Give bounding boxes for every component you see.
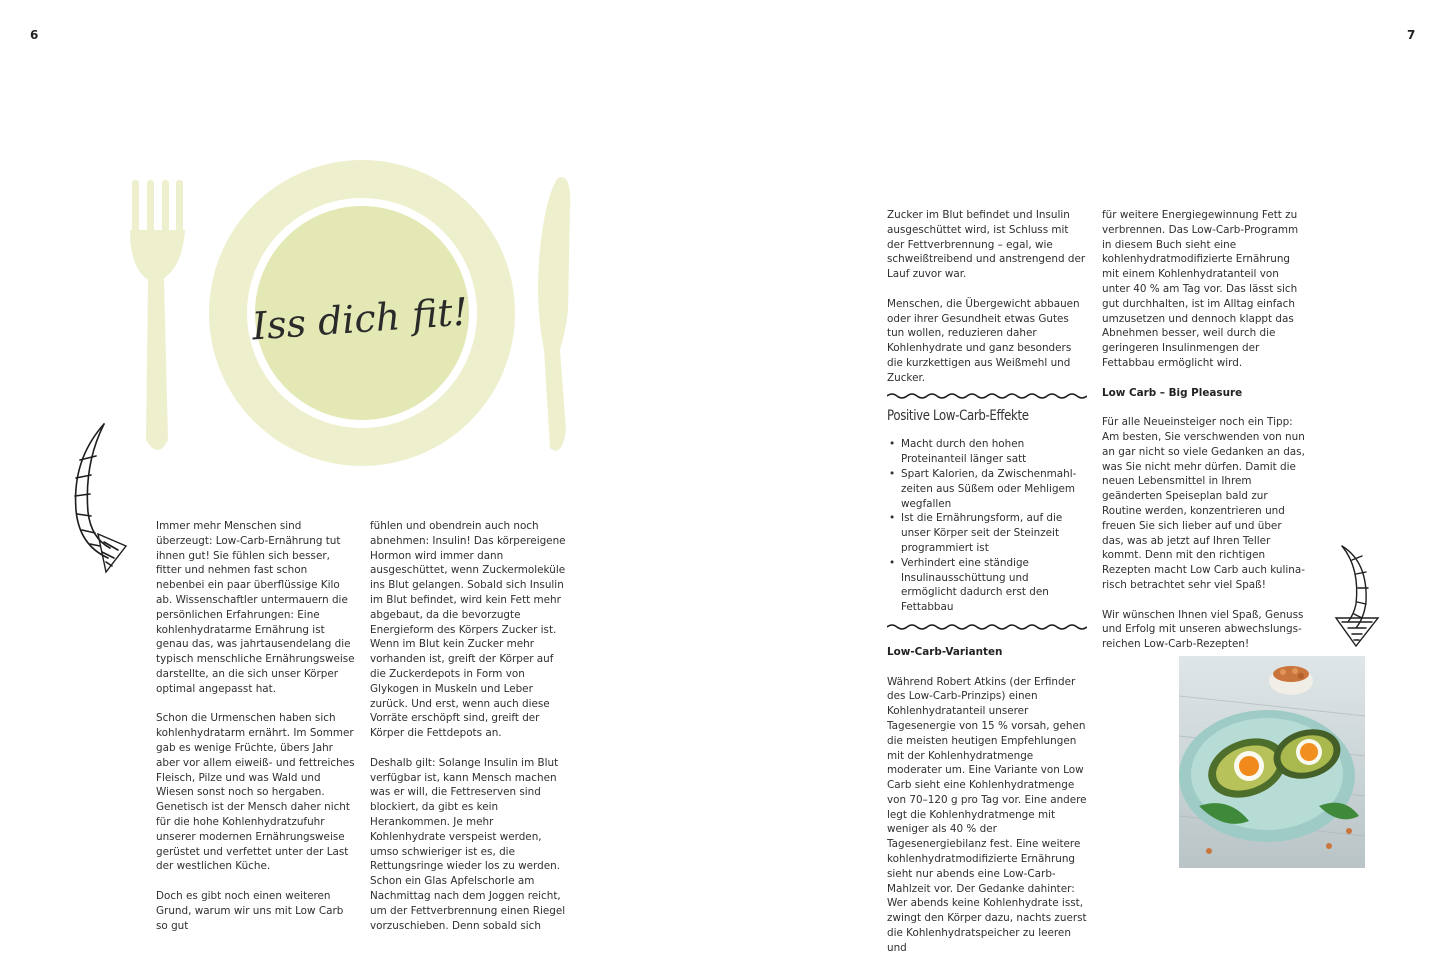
wavy-divider [887, 392, 1087, 400]
list-item: • Spart Kalorien, da Zwischenmahlzeiten aus Süßem oder Mehligem wegfallen [887, 467, 1087, 511]
page-number-left: 6 [30, 28, 39, 42]
box-title: Positive Low-Carb-Effekte [887, 407, 1029, 424]
wavy-divider [887, 623, 1087, 631]
baked-egg-avocado-photo [1179, 656, 1365, 868]
paragraph: Immer mehr Menschen sind überzeugt: Low-Carb-Ernährung tut ihnen gut! Sie fühlen sich besser, fitter und nehmen fast schon nebenbei ein paar überflüssige Kilo ab. Wissenschaftler untermauern die persönlichen Erfahrungen: Eine kohlenhydratarme Ernährung ist genau das, was jahrtausendelang die typisch menschliche Ernährungsweise darstellte, an die sich unser Körper optimal angepasst hat. [156, 520, 355, 695]
effects-list [887, 437, 1087, 615]
hand-drawn-arrow-icon [1326, 542, 1384, 652]
paragraph: fühlen und obendrein auch noch abnehmen: Insulin! Das körpereigene Hormon wird immer dann ausgeschüttet, wenn Zuckermoleküle ins Blut gelangen. Sobald sich Insulin im Blut befindet, wird kein Fett mehr abgebaut, da die bevorzugte Energieform des Körpers Zucker ist. Wenn im Blut kein Zucker mehr vorhanden ist, greift der Körper auf die Zuckerdepots in Form von Glykogen in Muskeln und Leber zurück. Und erst, wenn auch diese Vorräte erschöpft sind, greift der Körper die Fettdepots an. [370, 520, 566, 740]
paragraph: Schon die Urmenschen haben sich kohlenhydratarm ernährt. Im Sommer gab es wenige Früchte, übers Jahr aber vor allem eiweiß- und fettreiches Fleisch, Pilze und was Wald und Wiesen sonst noch so hergaben. Genetisch ist der Mensch daher nicht für die hohe Kohlenhydratzufuhr unserer modernen Ernährungsweise gerüstet und verfettet unter der Last der westlichen Küche. [156, 712, 355, 873]
paragraph: für weitere Energiegewinnung Fett zu verbrennen. Das Low-Carb-Programm in diesem Buch sieht eine kohlenhydratmodifizierte Ernährung mit einem Kohlenhydratanteil von unter 40 % am Tag vor. Das lässt sich gut durchhalten, ist im Alltag einfach umzusetzen und dennoch klappt das Abnehmen besser, weil durch die geringeren Insulinmengen der Fettabbau ermöglicht wird. [1102, 209, 1299, 369]
section-heading: Low Carb – Big Pleasure [1102, 386, 1243, 399]
list-item: • Macht durch den hohen Proteinanteil länger satt [887, 437, 1087, 467]
paragraph: Doch es gibt noch einen weiteren Grund, warum wir uns mit Low Carb so gut [156, 889, 344, 932]
plate-fork-knife-icon [120, 160, 590, 480]
text-column-2 [370, 519, 572, 933]
paragraph: Wir wünschen Ihnen viel Spaß, Genuss und Erfolg mit unseren abwechslungsreichen Low-Carb-Rezepten! [1102, 608, 1304, 651]
text-column-4 [1102, 208, 1306, 652]
page-number-right: 7 [1407, 28, 1416, 42]
list-item: • Verhindert eine ständige Insulinausschüttung und ermöglicht dadurch erst den Fettabbau [887, 556, 1087, 615]
text-column-1 [156, 519, 356, 933]
paragraph: Menschen, die Übergewicht abbauen oder ihrer Gesundheit etwas Gutes tun wollen, reduzieren daher Kohlenhydrate und ganz besonders die kurzkettigen aus Weißmehl und Zucker. [887, 297, 1080, 384]
paragraph: Während Robert Atkins (der Erfinder des Low-Carb-Prinzips) einen Kohlenhydratanteil unserer Tagesenergie von 15 % vorsah, gehen die meisten heutigen Empfehlungen mit der Kohlenhydratmenge moderater um. Eine Variante von Low Carb sieht eine Kohlenhydratmenge von 70–120 g pro Tag vor. Eine andere legt die Kohlenhydratmenge mit weniger als 40 % der Tagesenergiebilanz fest. Eine weitere kohlenhydratmodifizierte Ernährung sieht nur abends eine Low-Carb-Mahlzeit vor. Der Gedanke dahinter: Wer abends keine Kohlenhydrate isst, zwingt den Körper dazu, nachts zuerst die Kohlenhydratspeicher zu leeren und [887, 675, 1087, 954]
hand-drawn-arrow-icon [66, 420, 136, 580]
section-heading: Low-Carb-Varianten [887, 645, 1003, 658]
paragraph: Für alle Neueinsteiger noch ein Tipp: Am besten, Sie verschwenden von nun an gar nicht so viele Gedanken an das, was Sie nicht mehr dürfen. Damit die neuen Lebensmittel in Ihrem geänderten Speiseplan bald zur Routine werden, konzentrieren und freuen Sie sich lieber auf und über das, was ab jetzt auf Ihren Teller kommt. Denn mit den richtigen Rezepten macht Low Carb auch kulinarisch betrachtet sehr viel Spaß! [1102, 416, 1305, 591]
text-column-3 [887, 208, 1087, 956]
paragraph: Zucker im Blut befindet und Insulin ausgeschüttet wird, ist Schluss mit der Fettverbrennung – egal, wie schweißtreibend und anstrengend der Lauf zuvor war. [887, 209, 1086, 281]
paragraph: Deshalb gilt: Solange Insulin im Blut verfügbar ist, kann Mensch machen was er will, die Fettreserven sind blockiert, da gibt es kein Herankommen. Je mehr Kohlenhydrate verspeist werden, umso schwieriger ist es, die Rettungsringe wieder los zu werden. Schon ein Glas Apfelschorle am Nachmittag nach dem Joggen reicht, um der Fettverbrennung einen Riegel vorzuschieben. Denn sobald sich [370, 756, 566, 932]
hero-script-title: Iss dich fit! [250, 289, 470, 349]
list-item: • Ist die Ernährungsform, auf die unser Körper seit der Steinzeit programmiert ist [887, 511, 1087, 555]
